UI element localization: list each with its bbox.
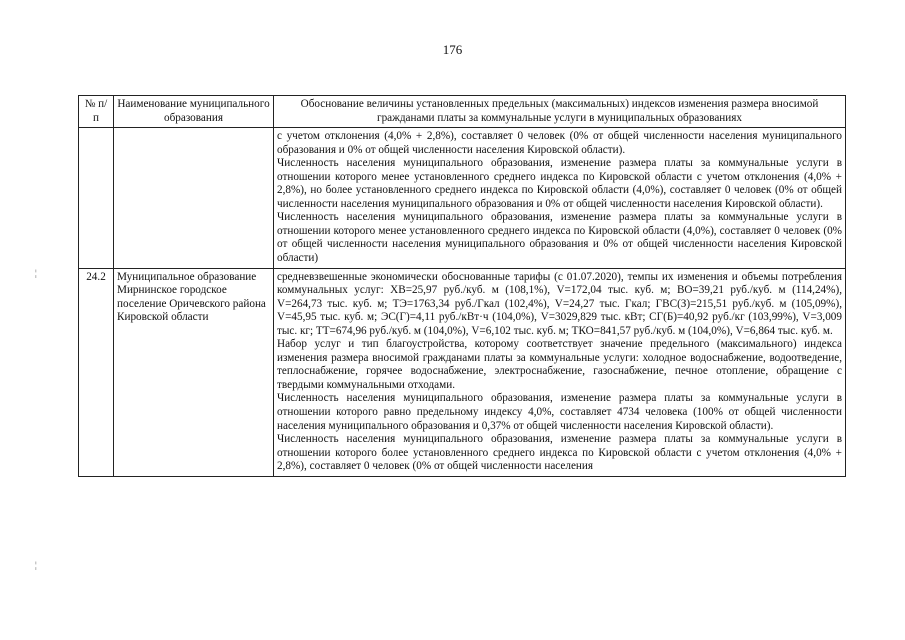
margin-mark: ¦	[35, 268, 37, 278]
paragraph: Набор услуг и тип благоустройства, которому соответствует значение предельного (максимального) индекса изменения размера вносимой гражданами платы за коммунальные услуги: холодное водоснабжение, водоотведение, теплоснабжение, горячее водоснабжение, электроснабжение, газоснабжение, печное отопление, обращение с твердыми коммунальными отходами.	[277, 338, 842, 391]
paragraph: Численность населения муниципального образования, изменение размера платы за коммунальные услуги в отношении которого менее установленного среднего индекса по Кировской области (4,0%), составляет 0 человек (0% от общей численности населения муниципального образования и 0% от общей численности населения Кировской области)	[277, 211, 842, 265]
table-row-continuation	[79, 128, 846, 268]
header-num: № п/п	[79, 96, 114, 128]
row-basis-cell	[274, 268, 846, 476]
paragraph: Численность населения муниципального образования, изменение размера платы за коммунальные услуги в отношении которого более установленного среднего индекса по Кировской области с учетом отклонения (4,0% + 2,8%), составляет 0 человек (0% от общей численности населения	[277, 433, 842, 473]
cont-num-cell	[79, 128, 114, 268]
header-name: Наименование муниципального образования	[114, 96, 274, 128]
paragraph: Численность населения муниципального образования, изменение размера платы за коммунальные услуги в отношении которого равно предельному индексу 4,0%, составляет 4734 человека (100% от общей численности населения муниципального образования и 0,37% от общей численности населения Кировской области).	[277, 392, 842, 432]
page-number: 176	[442, 42, 463, 57]
margin-mark: ¦	[35, 560, 37, 570]
table-row	[79, 268, 846, 476]
cont-basis-cell	[274, 128, 846, 268]
paragraph: средневзвешенные экономически обоснованные тарифы (с 01.07.2020), темпы их изменения и объемы потребления коммунальных услуг: ХВ=25,97 руб./куб. м (108,1%), V=172,04 тыс. куб. м; ВО=39,21 руб./куб. м (114,24%), V=264,73 тыс. куб. м; ТЭ=1763,34 руб./Гкал (102,4%), V=24,27 тыс. Гкал; ГВС(З)=215,51 руб./куб. м (105,09%), V=45,95 тыс. куб. м; ЭС(Г)=4,11 руб./кВт·ч (104,0%), V=3029,829 тыс. кВт; СГ(Б)=40,92 руб./кг (103,99%), V=3,009 тыс. кг; ТТ=674,96 руб./куб. м (104,0%), V=6,102 тыс. куб. м; ТКО=841,57 руб./куб. м (104,0%), V=6,864 тыс. куб. м.	[277, 270, 842, 337]
table-header-row	[79, 96, 846, 128]
paragraph: Численность населения муниципального образования, изменение размера платы за коммунальные услуги в отношении которого менее установленного среднего индекса по Кировской области с учетом отклонения (4,0% + 2,8%), но более установленного среднего индекса по Кировской области (4,0%), составляет 0 человек (0% от общей численности населения муниципального образования и 0% от общей численности населения Кировской области).	[277, 157, 842, 210]
row-num: 24.2	[79, 268, 114, 476]
indices-table	[78, 95, 846, 477]
paragraph: с учетом отклонения (4,0% + 2,8%), составляет 0 человек (0% от общей численности населения муниципального образования и 0% от общей численности населения Кировской области).	[277, 130, 842, 156]
cont-name-cell	[114, 128, 274, 268]
header-basis: Обоснование величины установленных предельных (максимальных) индексов изменения размера вносимой гражданами платы за коммунальные услуги в муниципальных образованиях	[274, 96, 846, 128]
row-name: Муниципальное образование Мирнинское городское поселение Оричевского района Кировской области	[114, 268, 274, 476]
